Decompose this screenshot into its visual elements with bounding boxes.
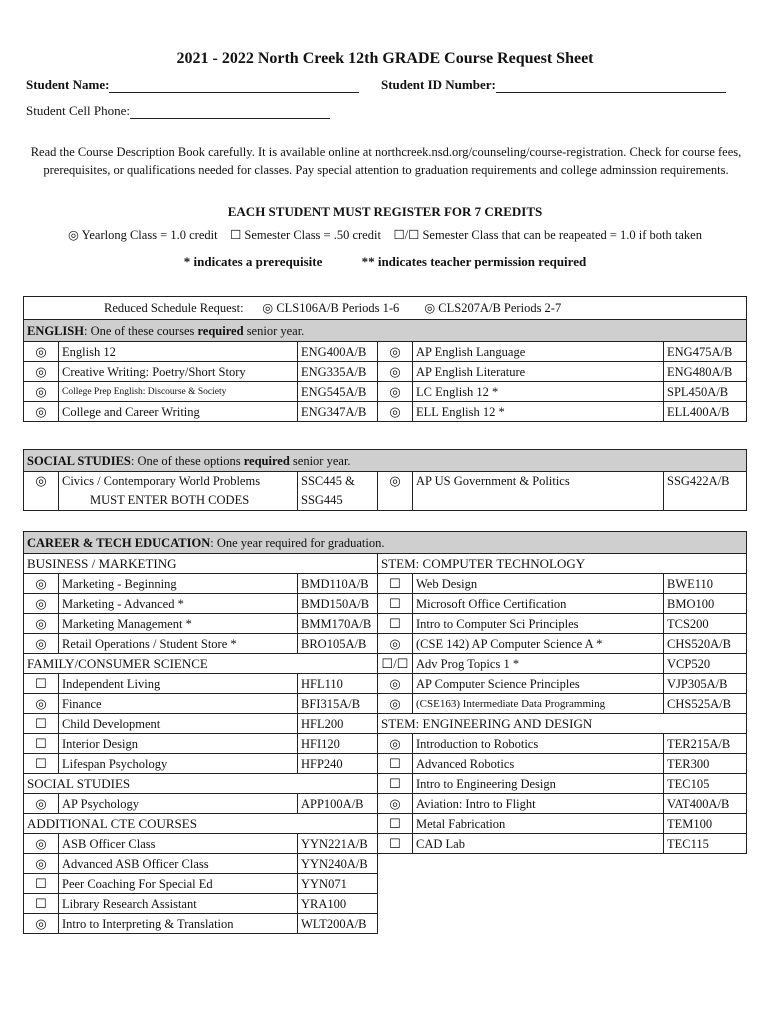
course-code: CHS520A/B	[664, 634, 747, 654]
circle-option-icon[interactable]: ◎	[378, 634, 413, 654]
english-desc: : One of these courses	[83, 323, 198, 338]
cte-row	[24, 614, 747, 634]
circle-option-icon[interactable]: ◎	[24, 634, 59, 654]
circle-option-icon[interactable]: ◎	[24, 914, 59, 934]
course-name: AP US Government & Politics	[413, 472, 664, 511]
cte-row	[24, 554, 747, 574]
cte-row	[24, 854, 747, 874]
checkbox-icon[interactable]: ☐	[378, 834, 413, 854]
english-table	[23, 296, 747, 422]
cell-phone-label: Student Cell Phone:	[26, 103, 130, 118]
circle-option-icon[interactable]: ◎	[378, 342, 413, 362]
cte-row	[24, 714, 747, 734]
circle-option-icon[interactable]: ◎	[24, 614, 59, 634]
subsection-title: STEM: COMPUTER TECHNOLOGY	[378, 554, 747, 574]
course-code: HFI120	[298, 734, 378, 754]
checkbox-icon[interactable]: ☐	[378, 614, 413, 634]
course-code: SSG422A/B	[664, 472, 747, 511]
circle-option-icon[interactable]: ◎	[24, 342, 59, 362]
course-name: Lifespan Psychology	[59, 754, 298, 774]
course-name: CAD Lab	[413, 834, 664, 854]
course-code: BWE110	[664, 574, 747, 594]
course-name: ELL English 12 *	[413, 402, 664, 422]
checkbox-icon[interactable]: ☐	[378, 594, 413, 614]
course-name: (CSE 142) AP Computer Science A *	[413, 634, 664, 654]
cte-title: CAREER & TECH EDUCATION	[27, 535, 211, 550]
course-code: TEC105	[664, 774, 747, 794]
course-code: SSC445 &	[301, 474, 355, 488]
course-code: ELL400A/B	[664, 402, 747, 422]
course-code: VJP305A/B	[664, 674, 747, 694]
prereq-note: * indicates a prerequisite	[183, 254, 323, 269]
course-name: Microsoft Office Certification	[413, 594, 664, 614]
legend-yearlong: ◎ Yearlong Class = 1.0 credit	[68, 228, 218, 242]
cte-row	[24, 594, 747, 614]
course-name: Creative Writing: Poetry/Short Story	[59, 362, 298, 382]
course-code: HFP240	[298, 754, 378, 774]
course-code: YYN240A/B	[298, 854, 378, 874]
reduced-option-2[interactable]: ◎ CLS207A/B Periods 2-7	[424, 301, 562, 315]
course-name: LC English 12 *	[413, 382, 664, 402]
social-header	[24, 450, 747, 472]
course-code: BMO100	[664, 594, 747, 614]
checkbox-icon[interactable]: ☐	[378, 754, 413, 774]
course-name: College Prep English: Discourse & Society	[59, 382, 298, 402]
empty-cell	[378, 894, 747, 914]
student-id-label: Student ID Number:	[381, 77, 496, 92]
circle-option-icon[interactable]: ◎	[24, 694, 59, 714]
circle-option-icon[interactable]: ◎	[24, 834, 59, 854]
student-name-row	[26, 77, 359, 93]
reduced-label: Reduced Schedule Request:	[104, 301, 244, 315]
subsection-title: SOCIAL STUDIES	[24, 774, 378, 794]
checkbox-icon[interactable]: ☐	[378, 814, 413, 834]
cte-row	[24, 914, 747, 934]
english-header	[24, 320, 747, 342]
circle-option-icon[interactable]: ◎	[24, 854, 59, 874]
course-code: SPL450A/B	[664, 382, 747, 402]
course-code: TCS200	[664, 614, 747, 634]
course-name: Marketing - Beginning	[59, 574, 298, 594]
course-name: Advanced ASB Officer Class	[59, 854, 298, 874]
course-name: Introduction to Robotics	[413, 734, 664, 754]
course-name: Interior Design	[59, 734, 298, 754]
course-name: Peer Coaching For Special Ed	[59, 874, 298, 894]
course-name: AP Computer Science Principles	[413, 674, 664, 694]
course-code: VAT400A/B	[664, 794, 747, 814]
cte-row	[24, 734, 747, 754]
checkbox-icon[interactable]: ☐	[24, 714, 59, 734]
cte-row	[24, 774, 747, 794]
course-code: WLT200A/B	[298, 914, 378, 934]
course-code: BMD110A/B	[298, 574, 378, 594]
cell-phone-field[interactable]	[130, 105, 330, 119]
course-code: TEC115	[664, 834, 747, 854]
english-course-row	[24, 362, 747, 382]
checkbox-icon[interactable]: ☐	[378, 574, 413, 594]
course-code: ENG545A/B	[298, 382, 378, 402]
social-required: required	[243, 453, 290, 468]
course-code: ENG475A/B	[664, 342, 747, 362]
legend-semester: ☐ Semester Class = .50 credit	[230, 228, 381, 242]
checkbox-icon[interactable]: ☐	[24, 874, 59, 894]
course-name: Advanced Robotics	[413, 754, 664, 774]
circle-option-icon[interactable]: ◎	[24, 382, 59, 402]
student-id-row	[381, 77, 726, 93]
social-desc: : One of these options	[130, 453, 244, 468]
cte-row	[24, 834, 747, 854]
social-title: SOCIAL STUDIES	[27, 453, 131, 468]
credits-heading: EACH STUDENT MUST REGISTER FOR 7 CREDITS	[227, 204, 543, 219]
course-code: YYN071	[298, 874, 378, 894]
course-code: HFL110	[298, 674, 378, 694]
circle-option-icon[interactable]: ◎	[378, 694, 413, 714]
circle-option-icon[interactable]: ◎	[378, 674, 413, 694]
cell-phone-row	[26, 103, 330, 119]
circle-option-icon[interactable]: ◎	[24, 594, 59, 614]
english-course-row	[24, 382, 747, 402]
reduced-option-1[interactable]: ◎ CLS106A/B Periods 1-6	[262, 301, 400, 315]
course-code: TEM100	[664, 814, 747, 834]
cte-row	[24, 754, 747, 774]
english-tail: senior year.	[243, 323, 305, 338]
cte-desc: : One year required for graduation.	[210, 535, 385, 550]
english-required: required	[197, 323, 244, 338]
circle-option-icon[interactable]: ◎	[378, 402, 413, 422]
checkbox-icon[interactable]: ☐	[24, 754, 59, 774]
cte-row	[24, 894, 747, 914]
cte-table	[23, 531, 747, 934]
course-name: Library Research Assistant	[59, 894, 298, 914]
permission-note: ** indicates teacher permission required	[361, 254, 587, 269]
empty-cell	[378, 914, 747, 934]
course-name: College and Career Writing	[59, 402, 298, 422]
course-code: ENG335A/B	[298, 362, 378, 382]
course-code: ENG480A/B	[664, 362, 747, 382]
cte-row	[24, 794, 747, 814]
course-code: YYN221A/B	[298, 834, 378, 854]
cte-row	[24, 874, 747, 894]
empty-cell	[378, 854, 747, 874]
course-name: AP Psychology	[59, 794, 298, 814]
checkbox-icon[interactable]: ☐	[24, 674, 59, 694]
course-code: BFI315A/B	[298, 694, 378, 714]
course-code: BRO105A/B	[298, 634, 378, 654]
course-code: TER215A/B	[664, 734, 747, 754]
student-id-field[interactable]	[496, 79, 726, 93]
checkbox-icon[interactable]: ☐	[24, 734, 59, 754]
subsection-title: ADDITIONAL CTE COURSES	[24, 814, 378, 834]
course-code: ENG347A/B	[298, 402, 378, 422]
cte-row	[24, 814, 747, 834]
cte-row	[24, 634, 747, 654]
course-name: Intro to Engineering Design	[413, 774, 664, 794]
cte-row	[24, 574, 747, 594]
circle-option-icon[interactable]: ◎	[378, 794, 413, 814]
circle-option-icon[interactable]: ◎	[24, 574, 59, 594]
course-name: Intro to Interpreting & Translation	[59, 914, 298, 934]
circle-option-icon[interactable]: ◎	[378, 472, 413, 511]
cte-row	[24, 654, 747, 674]
english-course-row	[24, 402, 747, 422]
cte-header	[24, 532, 747, 554]
double-checkbox-icon[interactable]: ☐/☐	[378, 654, 413, 674]
course-name: ASB Officer Class	[59, 834, 298, 854]
empty-cell	[378, 874, 747, 894]
course-name: Marketing Management *	[59, 614, 298, 634]
social-row	[24, 472, 747, 511]
subsection-title: FAMILY/CONSUMER SCIENCE	[24, 654, 378, 674]
cte-row	[24, 674, 747, 694]
checkbox-icon[interactable]: ☐	[378, 774, 413, 794]
circle-option-icon[interactable]: ◎	[24, 472, 59, 511]
course-name: Metal Fabrication	[413, 814, 664, 834]
course-code: BMD150A/B	[298, 594, 378, 614]
course-name: Independent Living	[59, 674, 298, 694]
course-code: TER300	[664, 754, 747, 774]
course-name: Aviation: Intro to Flight	[413, 794, 664, 814]
intro-text: Read the Course Description Book carefully. It is available online at northcreek.nsd.org/counseling/course-registration. Check for course fees, prerequisites, or qualifications needed for classes. Pay special attention to graduation requirements and college adminssion requirements.	[30, 145, 742, 177]
circle-option-icon[interactable]: ◎	[24, 794, 59, 814]
english-course-row	[24, 342, 747, 362]
subsection-title: BUSINESS / MARKETING	[24, 554, 378, 574]
cte-row	[24, 694, 747, 714]
circle-option-icon[interactable]: ◎	[378, 734, 413, 754]
course-name: (CSE163) Intermediate Data Programming	[413, 694, 664, 714]
circle-option-icon[interactable]: ◎	[24, 362, 59, 382]
notes	[0, 254, 770, 270]
course-name: AP English Language	[413, 342, 664, 362]
legend-repeat: ☐/☐ Semester Class that can be reapeated = 1.0 if both taken	[393, 228, 702, 242]
student-name-field[interactable]	[109, 79, 359, 93]
course-name: Finance	[59, 694, 298, 714]
course-name: Web Design	[413, 574, 664, 594]
social-table	[23, 449, 747, 511]
course-code: APP100A/B	[298, 794, 378, 814]
social-tail: senior year.	[289, 453, 351, 468]
course-name: Marketing - Advanced *	[59, 594, 298, 614]
course-name: Child Development	[59, 714, 298, 734]
course-name: Civics / Contemporary World Problems	[62, 474, 261, 488]
course-code: ENG400A/B	[298, 342, 378, 362]
course-note: MUST ENTER BOTH CODES	[90, 493, 250, 507]
subsection-title: STEM: ENGINEERING AND DESIGN	[378, 714, 747, 734]
course-code-2: SSG445	[301, 493, 343, 507]
course-name: Retail Operations / Student Store *	[59, 634, 298, 654]
course-name: AP English Literature	[413, 362, 664, 382]
course-name: English 12	[59, 342, 298, 362]
course-name: Adv Prog Topics 1 *	[413, 654, 664, 674]
course-code: VCP520	[664, 654, 747, 674]
student-name-label: Student Name:	[26, 77, 110, 92]
circle-option-icon[interactable]: ◎	[24, 402, 59, 422]
course-code: CHS525A/B	[664, 694, 747, 714]
english-title: ENGLISH	[27, 323, 84, 338]
reduced-schedule-row	[24, 297, 747, 320]
course-name: Intro to Computer Sci Principles	[413, 614, 664, 634]
course-code: HFL200	[298, 714, 378, 734]
page-title: 2021 - 2022 North Creek 12th GRADE Course Request Sheet	[176, 50, 594, 67]
circle-option-icon[interactable]: ◎	[378, 362, 413, 382]
course-code: BMM170A/B	[298, 614, 378, 634]
course-code: YRA100	[298, 894, 378, 914]
credit-legend	[0, 227, 770, 243]
checkbox-icon[interactable]: ☐	[24, 894, 59, 914]
circle-option-icon[interactable]: ◎	[378, 382, 413, 402]
